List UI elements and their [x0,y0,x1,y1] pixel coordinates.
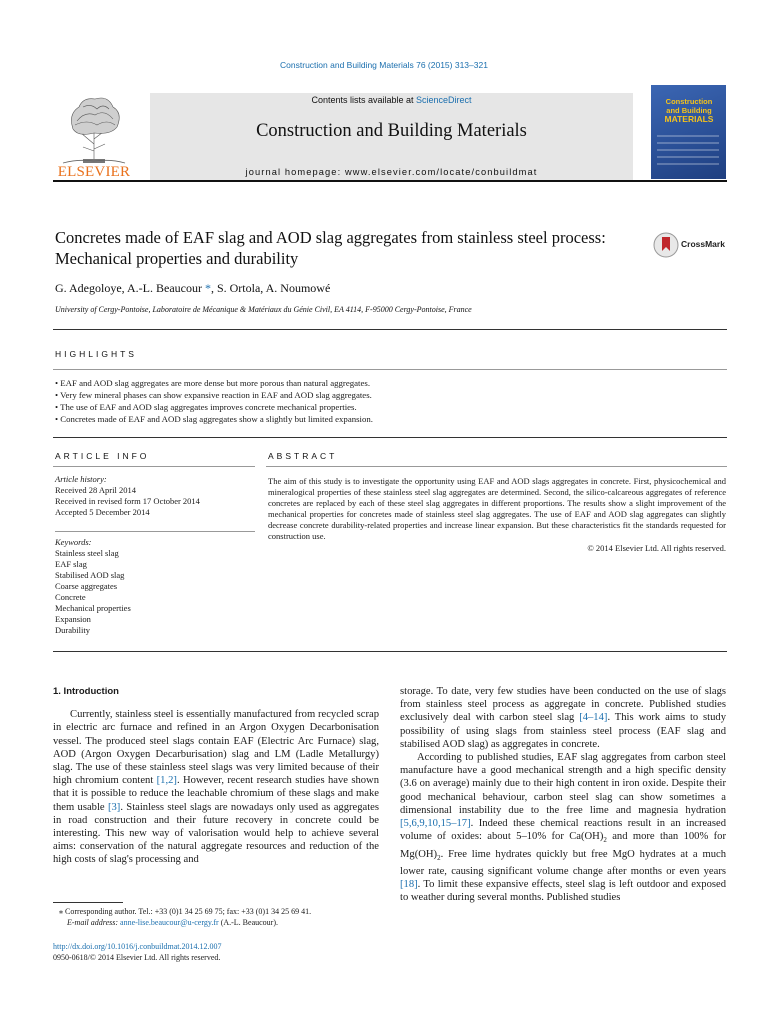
keyword-item: Mechanical properties [55,603,131,613]
divider [53,651,727,652]
abstract-text: The aim of this study is to investigate the opportunity using EAF and AOD slags aggregates in concrete. First, physicochemical and mineralogical properties of these stainless steel slag aggregates are determined. Second, the silico-calcareous aggregates of reference concretes are replaced by each of these steel slag aggregates in different proportions. The results show a slight improvement of the mechanical properties for concretes made of stainless steel slag aggregates. The use of EAF and AOD slag aggregates can slightly decrease concrete durability-related properties and increase linear expansion. But these characteristics fit the standards requested for construction use. [268,476,726,542]
citation-link[interactable]: [4–14] [579,712,608,724]
sciencedirect-link[interactable]: ScienceDirect [416,95,472,105]
crossmark-badge[interactable] [653,231,728,259]
citation-link[interactable]: [3] [107,801,121,813]
history-label: Article history: [55,474,107,484]
cover-title-line-1: Construction [665,97,713,106]
contents-prefix: Contents lists available at [311,95,417,105]
elsevier-wordmark: ELSEVIER [57,164,131,180]
highlight-item: • Very few mineral phases can show expansive reaction in EAF and AOD slag aggregates. [55,390,372,400]
footnote-divider [53,902,123,903]
article-info [55,474,255,636]
journal-title: Construction and Building Materials [256,121,527,141]
abstract-copyright: © 2014 Elsevier Ltd. All rights reserved. [587,542,726,553]
body-column-left [53,685,379,867]
cover-decoration [657,135,719,170]
keyword-item: Stainless steel slag [55,548,119,558]
citation-link[interactable]: [5,6,9,10,15–17] [400,818,471,830]
doi-block [53,941,379,963]
article-info-heading: ARTICLE INFO [55,451,150,461]
corresponding-author-marker[interactable]: * [204,281,211,295]
history-revised: Received in revised form 17 October 2014 [55,496,200,506]
divider [55,531,255,532]
divider [53,437,727,438]
journal-cover-image [651,85,726,179]
email-note: E-mail address: anne-lise.beaucour@u-cergy.fr (A.-L. Beaucour). [67,918,278,927]
keyword-item: Coarse aggregates [55,581,118,591]
keywords-label: Keywords: [55,537,92,547]
divider [53,466,255,467]
abstract-heading: ABSTRACT [268,451,338,461]
body-column-right [400,685,726,904]
article-title: Concretes made of EAF slag and AOD slag aggregates from stainless steel process: Mechanical properties and durability [55,228,606,268]
divider [53,369,727,370]
doi-link[interactable]: http://dx.doi.org/10.1016/j.conbuildmat.2014.12.007 [53,942,222,951]
divider [266,466,727,467]
corresponding-author-note: ⁎ Corresponding author. Tel.: +33 (0)1 34 25 69 75; fax: +33 (0)1 34 25 69 41. [59,907,312,916]
intro-paragraph: Currently, stainless steel is essentially manufactured from recycled scrap in electric arc furnace and refined in an Argon Oxygen Decarbonisation vessel. The produced steel slags contain EAF (Electric Arc Furnace) slag, AOD (Argon Oxygen Decarburisation) slag and LM (Ladle Metallurgy) slag. The use of these stainless steel slags was very limited because of their high chromium content [1,2]. However, recent research studies have shown that it is possible to reduce the leachable chromium of these slags and make them usable [3]. Stainless steel slags are nowadays only used as aggregates in road construction and their future recovery in concrete could be interesting. This new way of valorisation would help to achieve several aims: conservation of the natural aggregate resources and reduction of the high costs of slag's processing and [53,709,380,866]
cover-title-line-2: and Building [666,106,712,115]
issn-line: 0950-0618/© 2014 Elsevier Ltd. All rights reserved. [53,953,221,962]
cover-title-line-3: MATERIALS [664,114,714,124]
keyword-item: Concrete [55,592,86,602]
journal-masthead [53,85,727,182]
keyword-item: Durability [55,625,90,635]
history-accepted: Accepted 5 December 2014 [55,507,150,517]
keyword-item: Stabilised AOD slag [55,570,125,580]
divider [53,329,727,330]
author-list [55,281,330,296]
masthead-band [150,93,633,180]
crossmark-icon [653,231,679,259]
footnotes [53,906,379,928]
highlight-item: • Concretes made of EAF and AOD slag aggregates show a slightly but limited expansion. [55,414,373,424]
intro-paragraph: storage. To date, very few studies have been conducted on the use of slags from stainless steel process as aggregate in concrete. Published studies exclusively deal with carbon steel slag [4–14]. This work aims to study possibility of using slags from stainless steel process (EAF slag and stabilised AOD slag) as aggregates in concrete. [400,686,726,750]
email-link[interactable]: anne-lise.beaucour@u-cergy.fr [120,918,219,927]
contents-availability [150,95,633,105]
abstract-body [268,476,726,554]
intro-paragraph: According to published studies, EAF slag aggregates from carbon steel manufacture have a good mechanical strength and a high specific density (3.6 on average) mainly due to their high content in iron oxide. Despite their good mechanical behaviour, carbon steel slag can show sometimes a dimensional instability due to the free lime and magnesia hydration [5,6,9,10,15–17]. Indeed these chemical reactions result in an increased volume of oxides: about 5–10% for $Ca(OH)_2$ and more than 100% for $Mg(OH)_2$. Free lime hydrates quickly but free MgO hydrates at a much lower rate, causing significant volume change after months or even years [18]. To limit these expansive effects, steel slag is left outdoor and exposed to weather during several months. Published studies [400,752,726,904]
crossmark-label: CrossMark [681,239,725,249]
highlight-item: • The use of EAF and AOD slag aggregates improves concrete mechanical properties. [55,402,357,412]
keyword-item: EAF slag [55,559,87,569]
author-affiliation: University of Cergy-Pontoise, Laboratoire de Mécanique & Matériaux du Génie Civil, EA 4114, F-95000 Cergy-Pontoise, France [55,305,472,314]
highlights-list [55,377,725,425]
citation-link[interactable]: [18] [400,879,418,891]
journal-reference-link[interactable]: Construction and Building Materials 76 (2015) 313–321 [280,60,488,70]
journal-homepage[interactable]: journal homepage: www.elsevier.com/locate/conbuildmat [245,167,538,177]
authors-first: G. Adegoloye, A.-L. Beaucour [55,281,205,295]
history-received: Received 28 April 2014 [55,485,136,495]
highlight-item: • EAF and AOD slag aggregates are more dense but more porous than natural aggregates. [55,378,371,388]
introduction-heading: 1. Introduction [53,686,119,697]
keyword-item: Expansion [55,614,91,624]
cover-title [654,97,724,124]
highlights-heading: HIGHLIGHTS [55,349,137,359]
authors-rest: , S. Ortola, A. Noumowé [210,281,331,295]
citation-link[interactable]: [1,2] [156,775,177,787]
